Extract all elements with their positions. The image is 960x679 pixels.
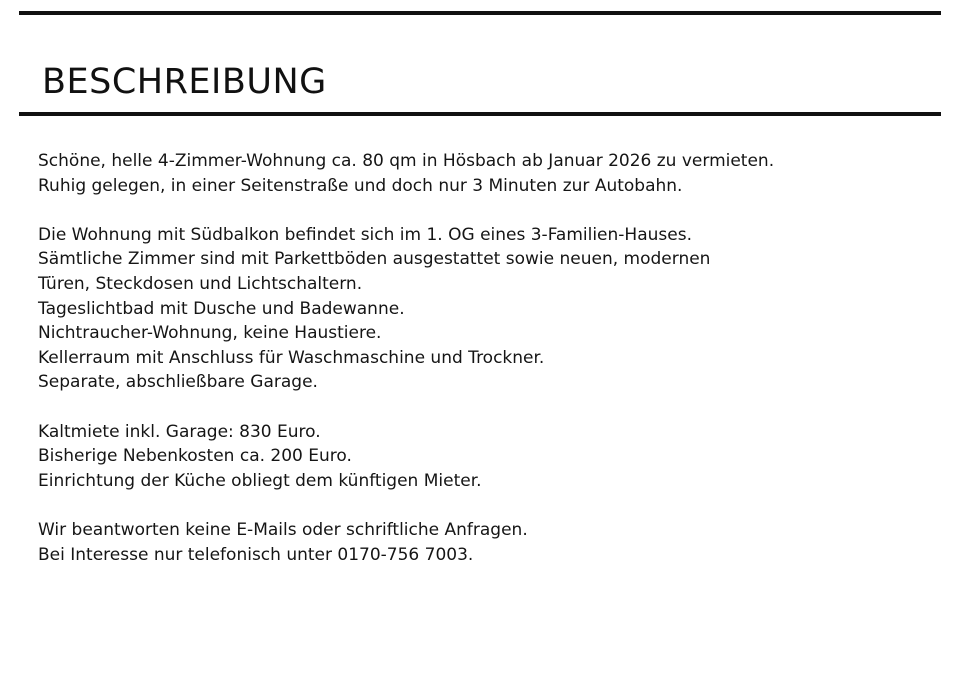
text-line: Bisherige Nebenkosten ca. 200 Euro. <box>38 446 352 467</box>
text-line: Nichtraucher-Wohnung, keine Haustiere. <box>38 323 382 344</box>
paragraph-contact <box>38 518 918 567</box>
text-line: Einrichtung der Küche obliegt dem künftigen Mieter. <box>38 470 482 491</box>
heading-divider <box>19 112 941 116</box>
description-body <box>38 149 918 567</box>
page-title: BESCHREIBUNG <box>42 62 327 102</box>
paragraph-costs <box>38 420 918 494</box>
text-line: Türen, Steckdosen und Lichtschaltern. <box>38 273 363 294</box>
text-line: Die Wohnung mit Südbalkon befindet sich im 1. OG eines 3-Familien-Hauses. <box>38 224 692 245</box>
text-line: Kellerraum mit Anschluss für Waschmaschine und Trockner. <box>38 347 545 368</box>
text-line: Tageslichtbad mit Dusche und Badewanne. <box>38 298 405 319</box>
text-line: Ruhig gelegen, in einer Seitenstraße und doch nur 3 Minuten zur Autobahn. <box>38 175 683 196</box>
text-line: Kaltmiete inkl. Garage: 830 Euro. <box>38 421 321 442</box>
text-line: Wir beantworten keine E-Mails oder schriftliche Anfragen. <box>38 519 528 540</box>
text-line: Sämtliche Zimmer sind mit Parkettböden ausgestattet sowie neuen, modernen <box>38 249 711 270</box>
top-divider <box>19 11 941 15</box>
text-line: Schöne, helle 4-Zimmer-Wohnung ca. 80 qm in Hösbach ab Januar 2026 zu vermieten. <box>38 151 775 171</box>
paragraph-features <box>38 223 918 395</box>
text-line: Separate, abschließbare Garage. <box>38 372 318 393</box>
paragraph-intro <box>38 149 918 198</box>
text-line: Bei Interesse nur telefonisch unter 0170-756 7003. <box>38 544 474 565</box>
